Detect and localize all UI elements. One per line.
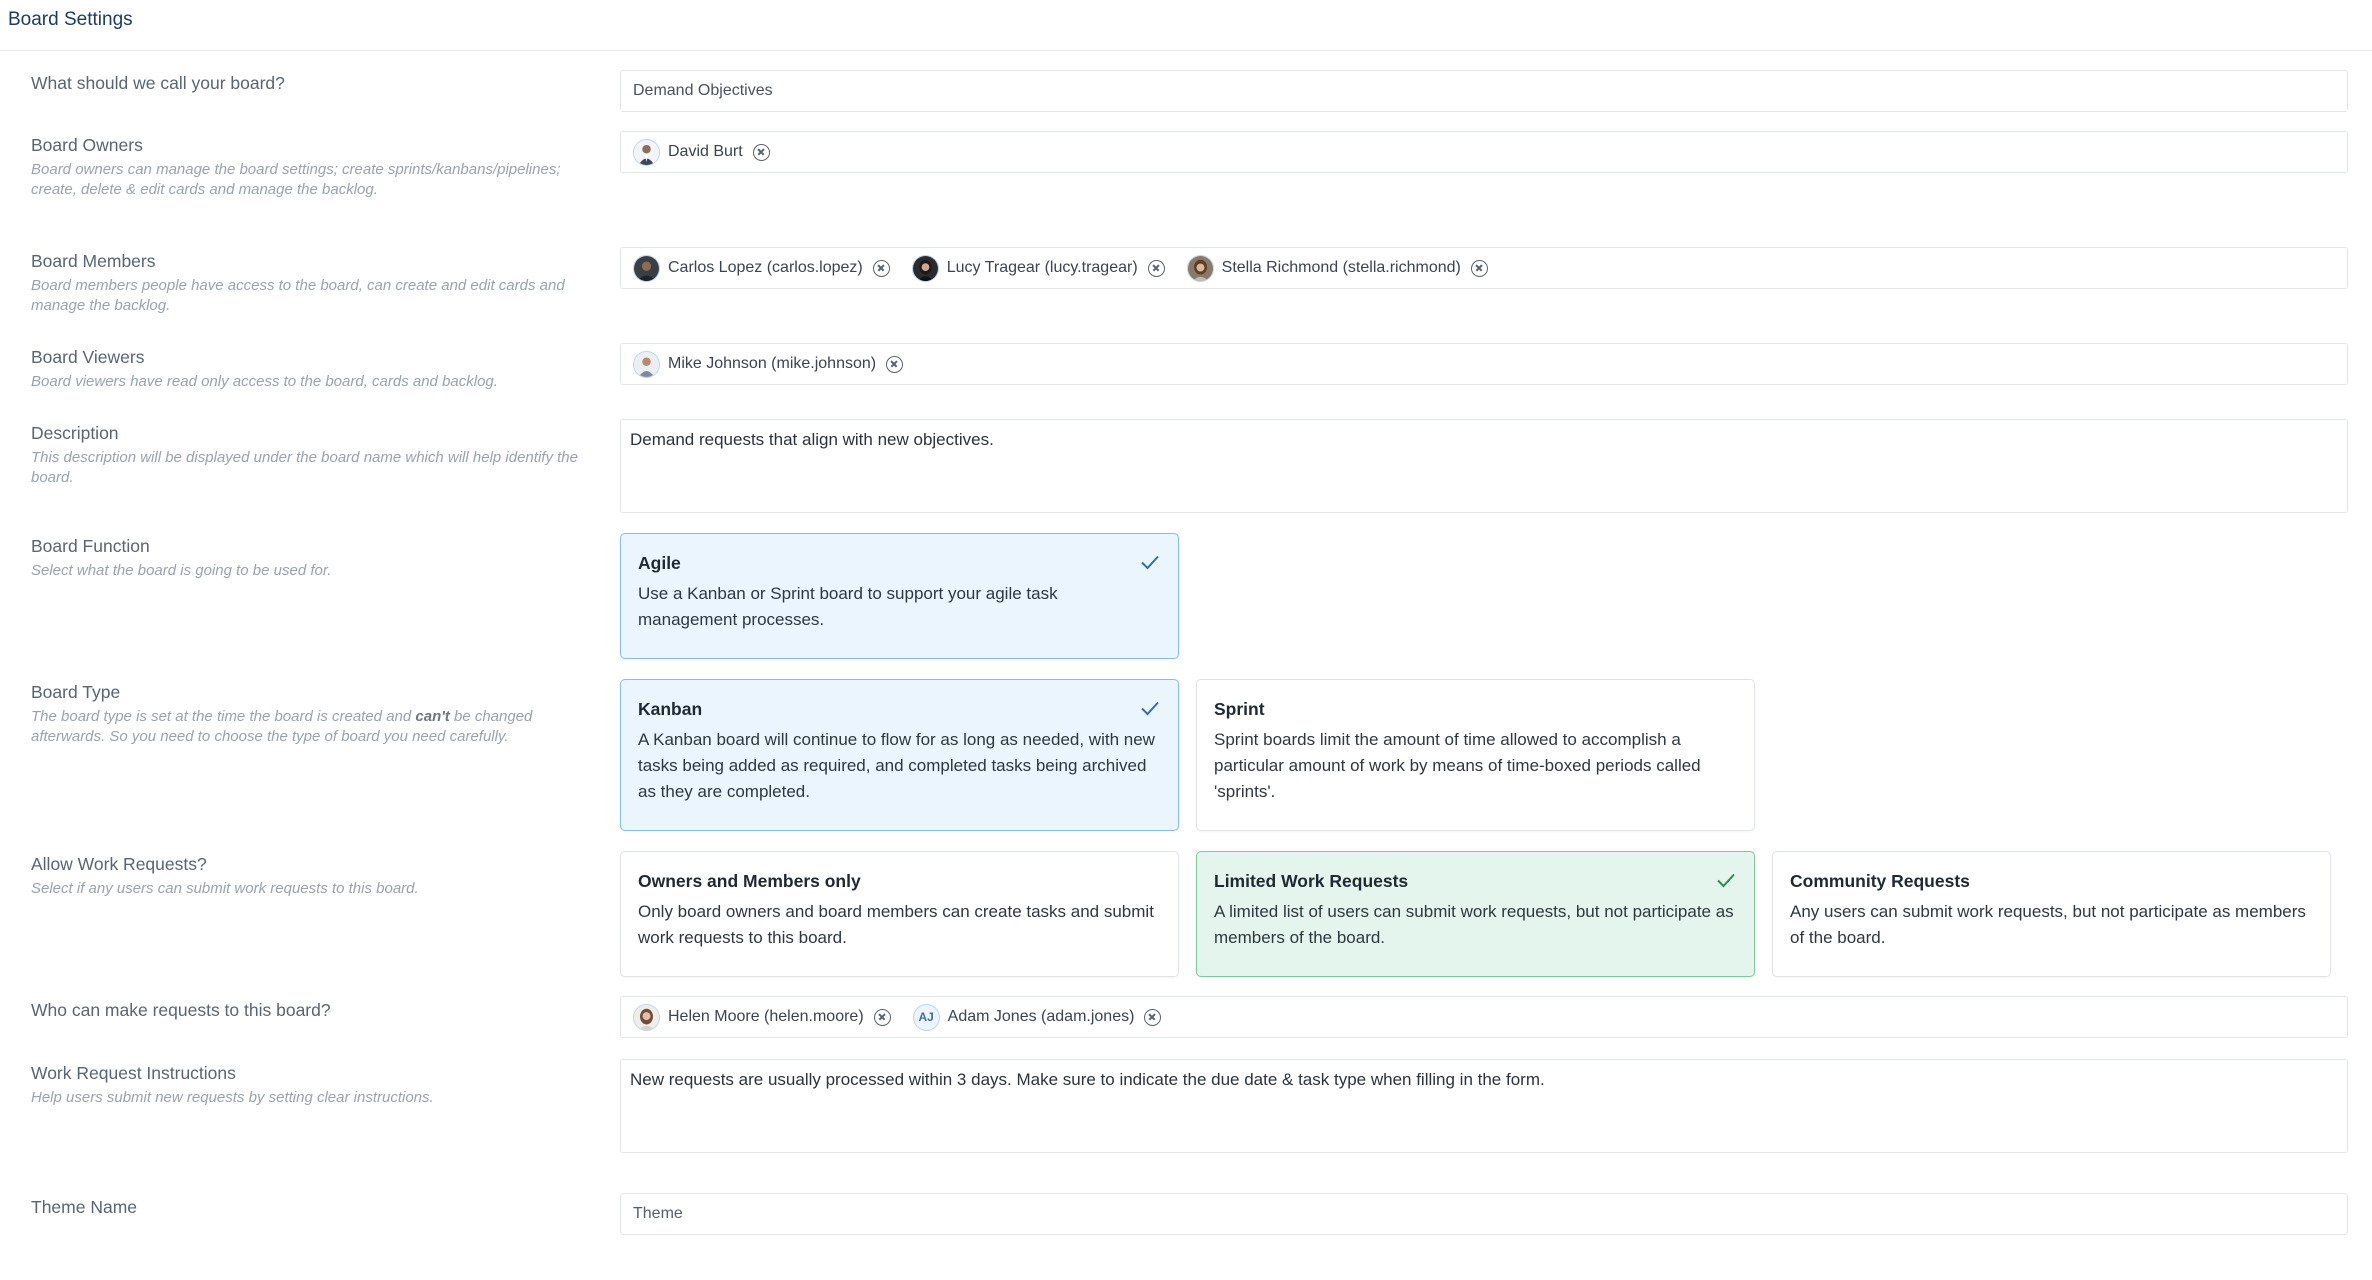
instructions-label-block <box>31 1062 581 1108</box>
option-title: Agile <box>638 553 681 573</box>
theme-placeholder: Theme <box>633 1205 683 1222</box>
option-title: Limited Work Requests <box>1214 871 1409 891</box>
board-type-label-block <box>31 681 581 747</box>
photo-avatar <box>633 351 660 378</box>
option-description: Only board owners and board members can create tasks and submit work requests to this board. <box>638 902 1154 947</box>
member-chip <box>633 255 890 282</box>
remove-requester-icon[interactable] <box>1144 1009 1161 1026</box>
top-bar <box>0 0 2372 51</box>
option-description: A Kanban board will continue to flow for as long as needed, with new tasks being added as required, and completed tasks being archived as they are completed. <box>638 730 1155 801</box>
requester-name: Helen Moore (helen.moore) <box>668 1008 864 1025</box>
board-name-input[interactable] <box>620 70 2348 112</box>
requesters-label: Who can make requests to this board? <box>31 1000 331 1020</box>
description-label: Description <box>31 423 119 443</box>
board-function-label: Board Function <box>31 536 150 556</box>
theme-label: Theme Name <box>31 1197 138 1217</box>
photo-avatar <box>912 255 939 282</box>
check-icon <box>1140 554 1160 570</box>
option-description: A limited list of users can submit work requests, but not participate as members of the board. <box>1214 902 1734 947</box>
member-chip <box>1187 255 1488 282</box>
photo-avatar <box>1187 255 1214 282</box>
board-function-label-block <box>31 535 581 581</box>
requester-chip <box>913 1004 1162 1031</box>
description-label-block <box>31 422 581 488</box>
member-name: Stella Richmond (stella.richmond) <box>1221 259 1461 276</box>
owner-chip <box>633 139 770 166</box>
requester-name: Adam Jones (adam.jones) <box>947 1008 1135 1025</box>
description-hint: This description will be displayed under the board name which will help identify the board. <box>31 449 578 486</box>
theme-label-block <box>31 1196 581 1219</box>
viewer-chip <box>633 351 903 378</box>
owners-label-block <box>31 134 581 200</box>
instructions-hint: Help users submit new requests by setting clear instructions. <box>31 1089 434 1106</box>
board-type-option-sprint[interactable] <box>1196 679 1755 831</box>
remove-member-icon[interactable] <box>1471 260 1488 277</box>
option-title: Community Requests <box>1790 871 1970 891</box>
instructions-textarea[interactable] <box>620 1059 2348 1153</box>
board-name-value: Demand Objectives <box>633 82 773 99</box>
viewers-label-block <box>31 346 581 392</box>
work-requests-hint: Select if any users can submit work requests to this board. <box>31 880 419 897</box>
remove-viewer-icon[interactable] <box>886 356 903 373</box>
photo-avatar <box>633 1004 660 1031</box>
board-type-label: Board Type <box>31 682 121 702</box>
board-name-label: What should we call your board? <box>31 73 285 93</box>
remove-member-icon[interactable] <box>1148 260 1165 277</box>
option-description: Sprint boards limit the amount of time allowed to accomplish a particular amount of work by means of time-boxed periods called 'sprints'. <box>1214 730 1701 801</box>
photo-avatar <box>633 139 660 166</box>
work-requests-label: Allow Work Requests? <box>31 854 207 874</box>
initials-avatar: AJ <box>913 1004 940 1031</box>
members-hint: Board members people have access to the board, can create and edit cards and manage the backlog. <box>31 277 565 314</box>
board-type-option-kanban[interactable] <box>620 679 1179 831</box>
remove-owner-icon[interactable] <box>753 144 770 161</box>
work-request-option-community[interactable] <box>1772 851 2331 977</box>
option-title: Sprint <box>1214 699 1265 719</box>
option-title: Owners and Members only <box>638 871 861 891</box>
description-value: Demand requests that align with new objectives. <box>630 430 994 449</box>
board-function-option-agile[interactable] <box>620 533 1179 659</box>
check-icon <box>1716 872 1736 888</box>
owners-field[interactable] <box>620 131 2348 173</box>
work-request-option-limited[interactable] <box>1196 851 1755 977</box>
requesters-label-block <box>31 999 581 1022</box>
option-description: Any users can submit work requests, but not participate as members of the board. <box>1790 902 2306 947</box>
work-request-option-owners-members[interactable] <box>620 851 1179 977</box>
theme-name-input[interactable] <box>620 1193 2348 1235</box>
photo-avatar <box>633 255 660 282</box>
remove-requester-icon[interactable] <box>874 1009 891 1026</box>
owners-hint: Board owners can manage the board settings; create sprints/kanbans/pipelines; create, delete & edit cards and manage the backlog. <box>31 161 561 198</box>
viewer-name: Mike Johnson (mike.johnson) <box>668 355 877 372</box>
members-label: Board Members <box>31 251 156 271</box>
option-description: Use a Kanban or Sprint board to support your agile task management processes. <box>638 584 1058 629</box>
requester-chip <box>633 1004 891 1031</box>
instructions-label: Work Request Instructions <box>31 1063 236 1083</box>
work-requests-label-block <box>31 853 581 899</box>
members-label-block <box>31 250 581 316</box>
check-icon <box>1140 700 1160 716</box>
description-textarea[interactable] <box>620 419 2348 513</box>
owner-name: David Burt <box>668 143 743 160</box>
option-title: Kanban <box>638 699 703 719</box>
remove-member-icon[interactable] <box>873 260 890 277</box>
board-function-hint: Select what the board is going to be used for. <box>31 562 332 579</box>
requesters-field[interactable] <box>620 996 2348 1038</box>
board-type-hint: The board type is set at the time the board is created and can't be changed afterwards. So you need to choose the type of board you need carefully. <box>31 708 533 745</box>
viewers-hint: Board viewers have read only access to the board, cards and backlog. <box>31 373 498 390</box>
member-name: Carlos Lopez (carlos.lopez) <box>668 259 863 276</box>
page-title: Board Settings <box>8 9 133 30</box>
viewers-field[interactable] <box>620 343 2348 385</box>
member-name: Lucy Tragear (lucy.tragear) <box>946 259 1138 276</box>
owners-label: Board Owners <box>31 135 143 155</box>
viewers-label: Board Viewers <box>31 347 145 367</box>
members-field[interactable] <box>620 247 2348 289</box>
board-name-label-block <box>31 72 581 95</box>
member-chip <box>912 255 1165 282</box>
instructions-value: New requests are usually processed within 3 days. Make sure to indicate the due date & task type when filling in the form. <box>630 1070 1545 1089</box>
